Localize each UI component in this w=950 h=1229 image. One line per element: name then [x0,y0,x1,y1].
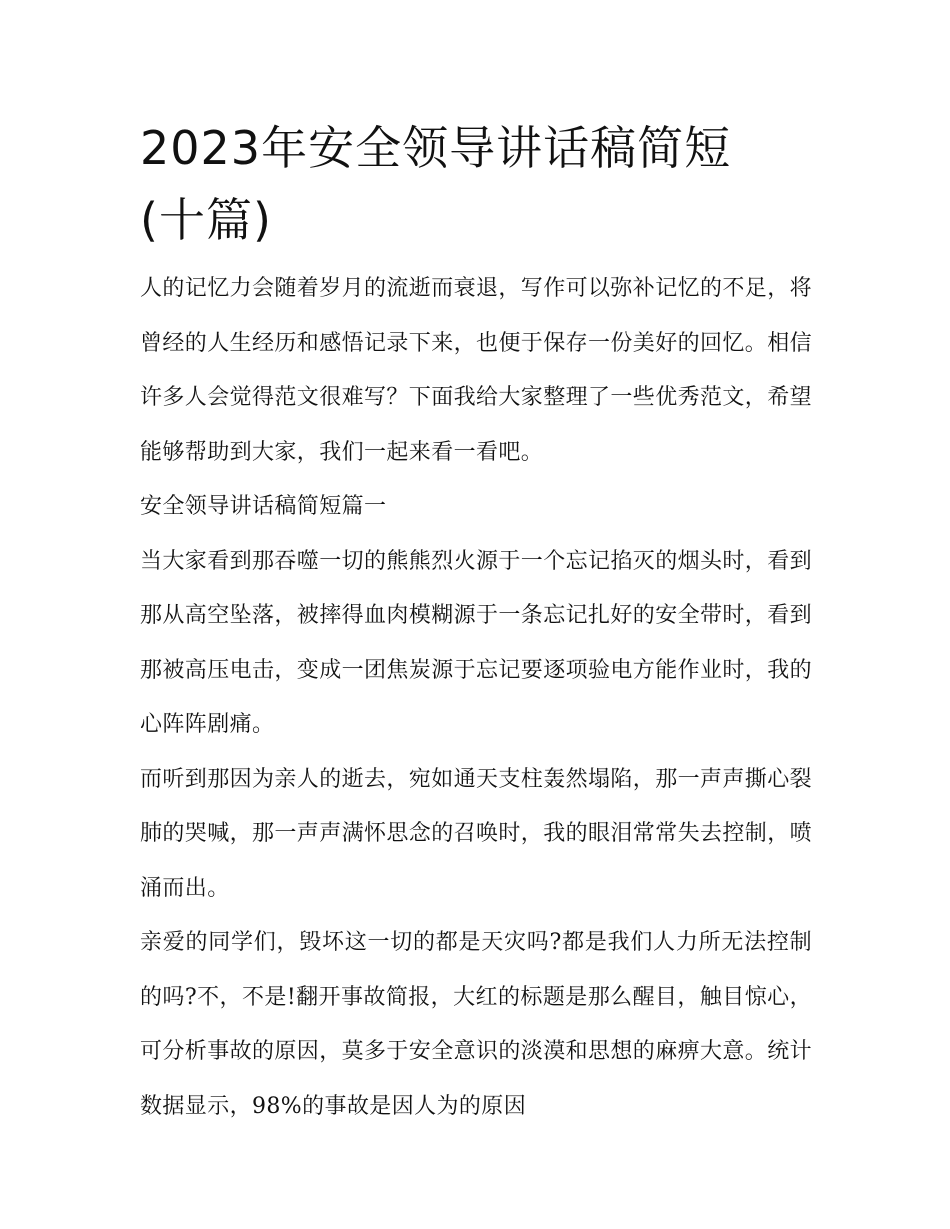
document-body [140,262,812,1134]
body-paragraph-2: 而听到那因为亲人的逝去，宛如通天支柱轰然塌陷，那一声声撕心裂肺的哭喊，那一声声满怀思念的召唤时，我的眼泪常常失去控制，喷涌而出。 [140,766,813,901]
body-paragraph-3: 亲爱的同学们，毁坏这一切的都是天灾吗?都是我们人力所无法控制的吗?不，不是!翻开事故简报，大红的标题是那么醒目，触目惊心，可分析事故的原因，莫多于安全意识的淡漠和思想的麻痹大意。统计数据显示，98%的事故是因人为的原因 [140,930,813,1119]
title-line-2: (十篇) [140,193,272,247]
intro-paragraph: 人的记忆力会随着岁月的流逝而衰退，写作可以弥补记忆的不足，将曾经的人生经历和感悟记录下来，也便于保存一份美好的回忆。相信许多人会觉得范文很难写？下面我给大家整理了一些优秀范文，希望能够帮助到大家，我们一起来看一看吧。 [140,276,813,465]
section-heading: 安全领导讲话稿简短篇一 [140,494,387,519]
body-paragraph-1: 当大家看到那吞噬一切的熊熊烈火源于一个忘记掐灭的烟头时，看到那从高空坠落，被摔得血肉模糊源于一条忘记扎好的安全带时，看到那被高压电击，变成一团焦炭源于忘记要逐项验电方能作业时，我的心阵阵剧痛。 [140,548,813,737]
document-page [140,112,812,1134]
title-line-1: 2023年安全领导讲话稿简短 [140,121,732,175]
document-title [140,112,812,256]
